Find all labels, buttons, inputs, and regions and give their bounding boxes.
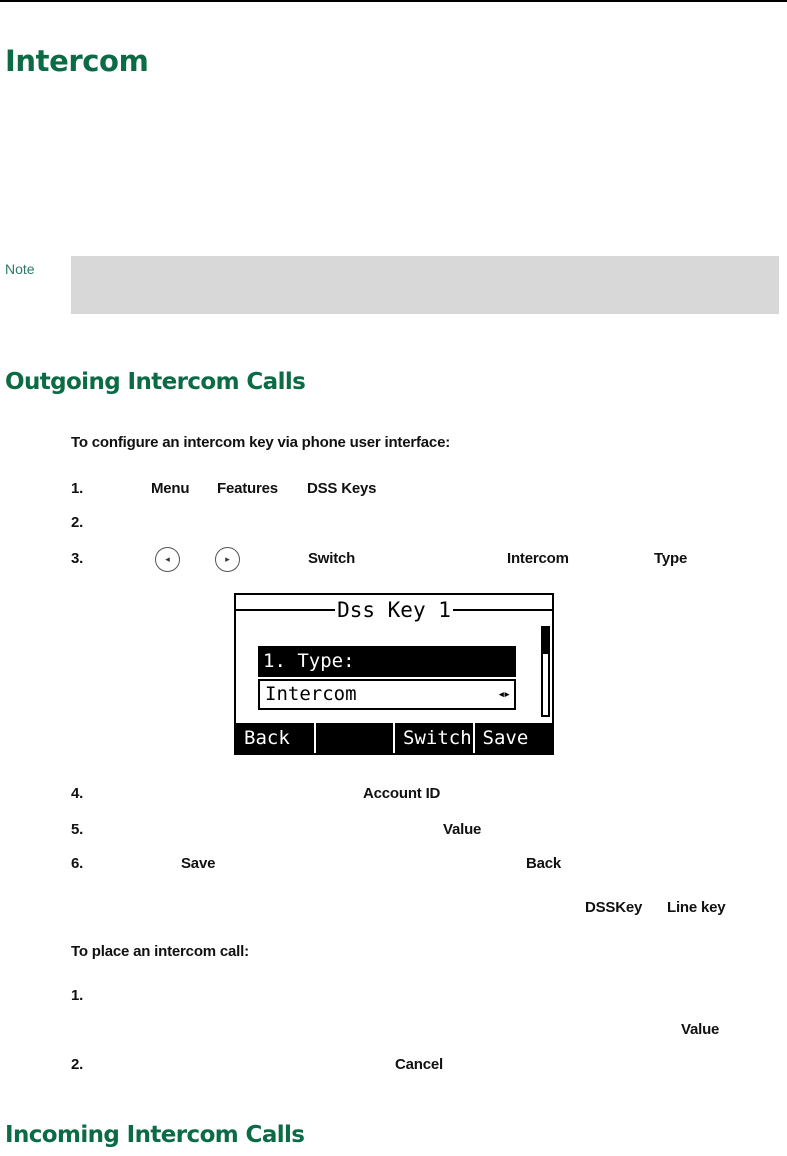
place-step2-number: 2. — [71, 1056, 84, 1073]
configure-title: To configure an intercom key via phone user interface: — [71, 434, 451, 451]
note-label: Note — [5, 261, 35, 277]
softkey-save[interactable]: Save — [482, 727, 529, 749]
screen-title: Dss Key 1 — [337, 598, 451, 622]
left-arrow-button-icon: ◂ — [155, 547, 180, 572]
type-field-label: 1. Type: — [258, 646, 516, 677]
place-step1-number: 1. — [71, 987, 84, 1004]
type-field-value[interactable] — [258, 679, 516, 710]
features-text: Features — [217, 480, 278, 497]
intercom-text: Intercom — [507, 550, 569, 567]
type-value-text: Intercom — [265, 683, 357, 705]
softkey-bar — [236, 723, 552, 753]
step3-number: 3. — [71, 550, 84, 567]
page-title: Intercom — [5, 44, 149, 78]
outgoing-heading: Outgoing Intercom Calls — [5, 369, 306, 395]
save-text: Save — [181, 855, 216, 872]
dsskey-text: DSSKey — [585, 899, 643, 916]
step1-number: 1. — [71, 480, 84, 497]
phone-screen — [234, 593, 554, 755]
top-rule — [0, 0, 787, 2]
scrollbar-thumb[interactable] — [543, 628, 548, 654]
dss-keys-text: DSS Keys — [307, 480, 377, 497]
place-value-text: Value — [681, 1021, 720, 1038]
softkey-empty[interactable] — [316, 723, 396, 753]
type-text: Type — [654, 550, 688, 567]
incoming-heading: Incoming Intercom Calls — [5, 1122, 305, 1148]
back-text: Back — [526, 855, 562, 872]
left-right-arrows-icon: ◂▸ — [497, 687, 509, 702]
place-call-title: To place an intercom call: — [71, 943, 249, 960]
menu-text: Menu — [151, 480, 190, 497]
line-key-text: Line key — [667, 899, 726, 916]
scrollbar[interactable] — [541, 626, 550, 717]
step5-number: 5. — [71, 821, 84, 838]
account-id-text: Account ID — [363, 785, 441, 802]
note-box — [71, 256, 779, 314]
cancel-text: Cancel — [395, 1056, 443, 1073]
switch-text: Switch — [308, 550, 356, 567]
softkey-switch[interactable]: Switch — [395, 723, 475, 753]
step2-number: 2. — [71, 514, 84, 531]
right-arrow-button-icon: ▸ — [215, 547, 240, 572]
softkey-back[interactable]: Back — [236, 723, 316, 753]
value-text: Value — [443, 821, 482, 838]
step4-number: 4. — [71, 785, 84, 802]
step6-number: 6. — [71, 855, 84, 872]
